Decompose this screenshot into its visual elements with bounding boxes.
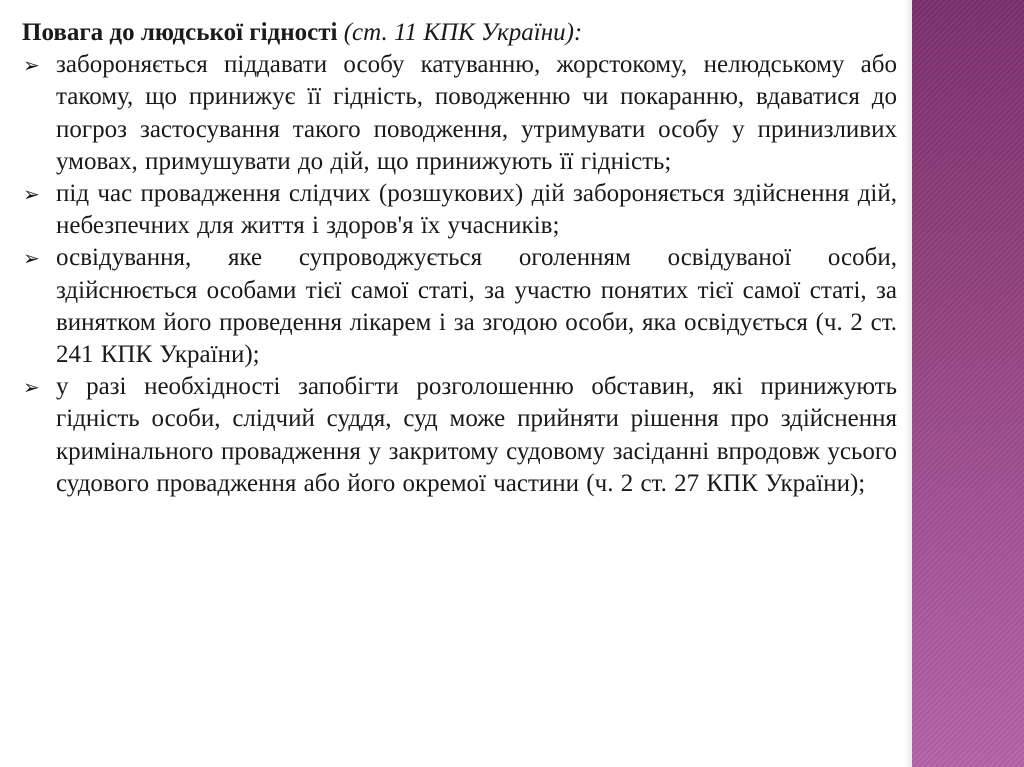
list-item	[22, 49, 897, 178]
list-item	[22, 178, 897, 242]
slide-content	[22, 17, 897, 500]
slide-heading	[22, 17, 897, 49]
decorative-side-band	[912, 0, 1024, 767]
heading-reference: (ст. 11 КПК України):	[343, 19, 583, 46]
bullet-list	[22, 49, 897, 500]
list-item-text: освідування, яке супроводжується оголенням освідуваної особи, здійснюється особами тієї самої статі, за участю понятих тієї самої статі, за винятком його проведення лікарем і за згодою особи, яка освідується (ч. 2 ст. 241 КПК України);	[56, 244, 897, 369]
list-item	[22, 371, 897, 500]
list-item-text: під час провадження слідчих (розшукових) дій забороняється здійснення дій, небезпечних для життя і здоров'я їх учасників;	[56, 180, 897, 240]
heading-title: Повага до людської гідності	[22, 19, 338, 46]
arrowhead-bullet-icon: ➢	[23, 246, 40, 271]
list-item	[22, 242, 897, 371]
arrowhead-bullet-icon: ➢	[23, 182, 40, 207]
list-item-text: забороняється піддавати особу катуванню, жорстокому, нелюдському або такому, що принижує її гідність, поводженню чи покаранню, вдаватися до погроз застосування такого поводження, утримувати особу у принизливих умовах, примушувати до дій, що принижують її гідність;	[56, 51, 897, 175]
list-item-text: у разі необхідності запобігти розголошенню обставин, які принижують гідність особи, слідчий суддя, суд може прийняти рішення про здійснення кримінального провадження у закритому судовому засіданні впродовж усього судового провадження або його окремої частини (ч. 2 ст. 27 КПК України);	[56, 373, 897, 497]
arrowhead-bullet-icon: ➢	[23, 53, 40, 78]
arrowhead-bullet-icon: ➢	[23, 375, 40, 400]
